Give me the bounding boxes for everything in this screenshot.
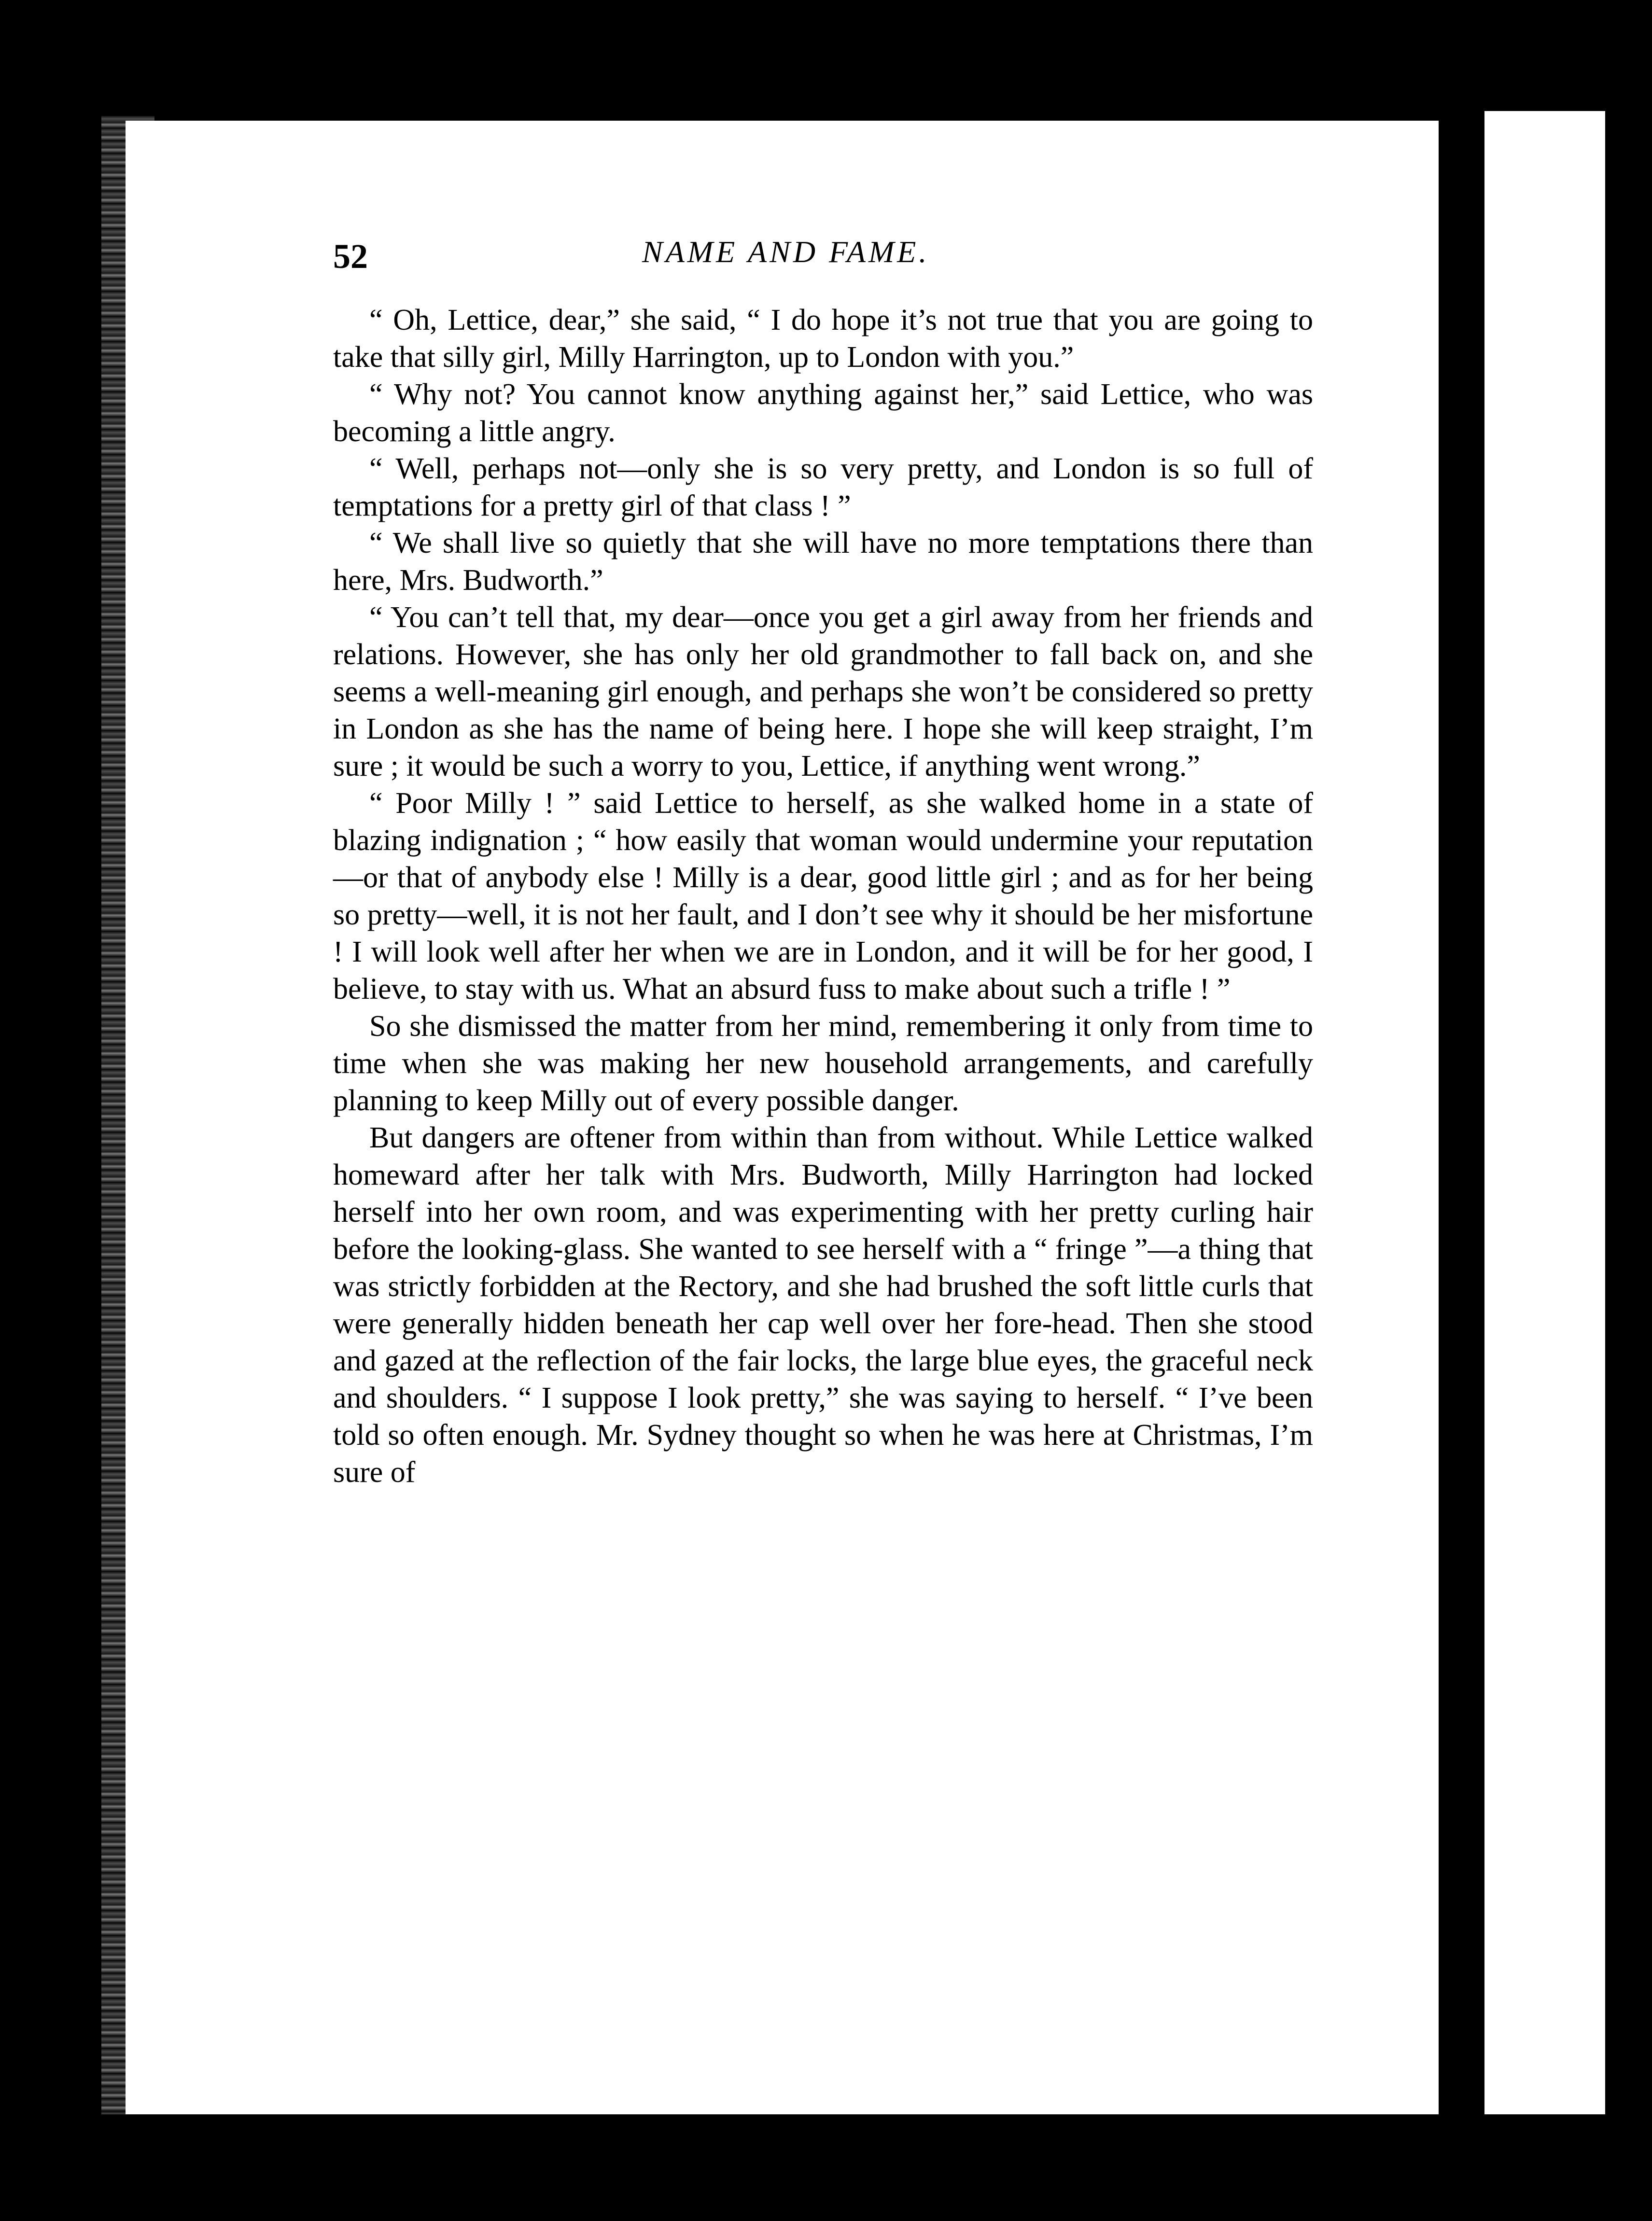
- paragraph: “ Poor Milly ! ” said Lettice to herself, as she walked home in a state of blazing indignation ; “ how easily that woman would undermine your reputation—or that of anybody else ! Milly is a dear, good little girl ; and as for her being so pretty—well, it is not her fault, and I don’t see why it should be her misfortune ! I will look well after her when we are in London, and it will be for her good, I believe, to stay with us. What an absurd fuss to make about such a trifle ! ”: [333, 787, 1313, 1006]
- paragraph: So she dismissed the matter from her mind, remembering it only from time to time when she was making her new household arrangements, and carefully planning to keep Milly out of every possible danger.: [333, 1010, 1313, 1117]
- paragraph: “ You can’t tell that, my dear—once you get a girl away from her friends and relations. However, she has only her old grandmother to fall back on, and she seems a well-meaning girl enough, and perhaps she won’t be considered so pretty in London as she has the name of being here. I hope she will keep straight, I’m sure ; it would be such a worry to you, Lettice, if anything went wrong.”: [333, 601, 1313, 782]
- paragraph: “ Oh, Lettice, dear,” she said, “ I do hope it’s not true that you are going to take that silly girl, Milly Harrington, up to London with you.”: [333, 304, 1313, 374]
- adjacent-page-edge: [1484, 111, 1605, 2114]
- page-number: 52: [333, 237, 368, 276]
- paragraph: “ We shall live so quietly that she will have no more temptations there than here, Mrs. Budworth.”: [333, 527, 1313, 597]
- paragraph: “ Why not? You cannot know anything against her,” said Lettice, who was becoming a little angry.: [333, 378, 1313, 448]
- running-head: NAME AND FAME.: [642, 235, 930, 269]
- body-text: [333, 302, 1313, 1491]
- paragraph: But dangers are oftener from within than from without. While Lettice walked homeward after her talk with Mrs. Budworth, Milly Harrington had locked herself into her own room, and was experimenting with her pretty curling hair before the looking-glass. She wanted to see herself with a “ fringe ”—a thing that was strictly forbidden at the Rectory, and she had brushed the soft little curls that were generally hidden beneath her cap well over her fore-head. Then she stood and gazed at the reflection of the fair locks, the large blue eyes, the graceful neck and shoulders. “ I suppose I look pretty,” she was saying to herself. “ I’ve been told so often enough. Mr. Sydney thought so when he was here at Christmas, I’m sure of: [333, 1121, 1313, 1489]
- paragraph: “ Well, perhaps not—only she is so very pretty, and London is so full of temptations for a pretty girl of that class ! ”: [333, 452, 1313, 522]
